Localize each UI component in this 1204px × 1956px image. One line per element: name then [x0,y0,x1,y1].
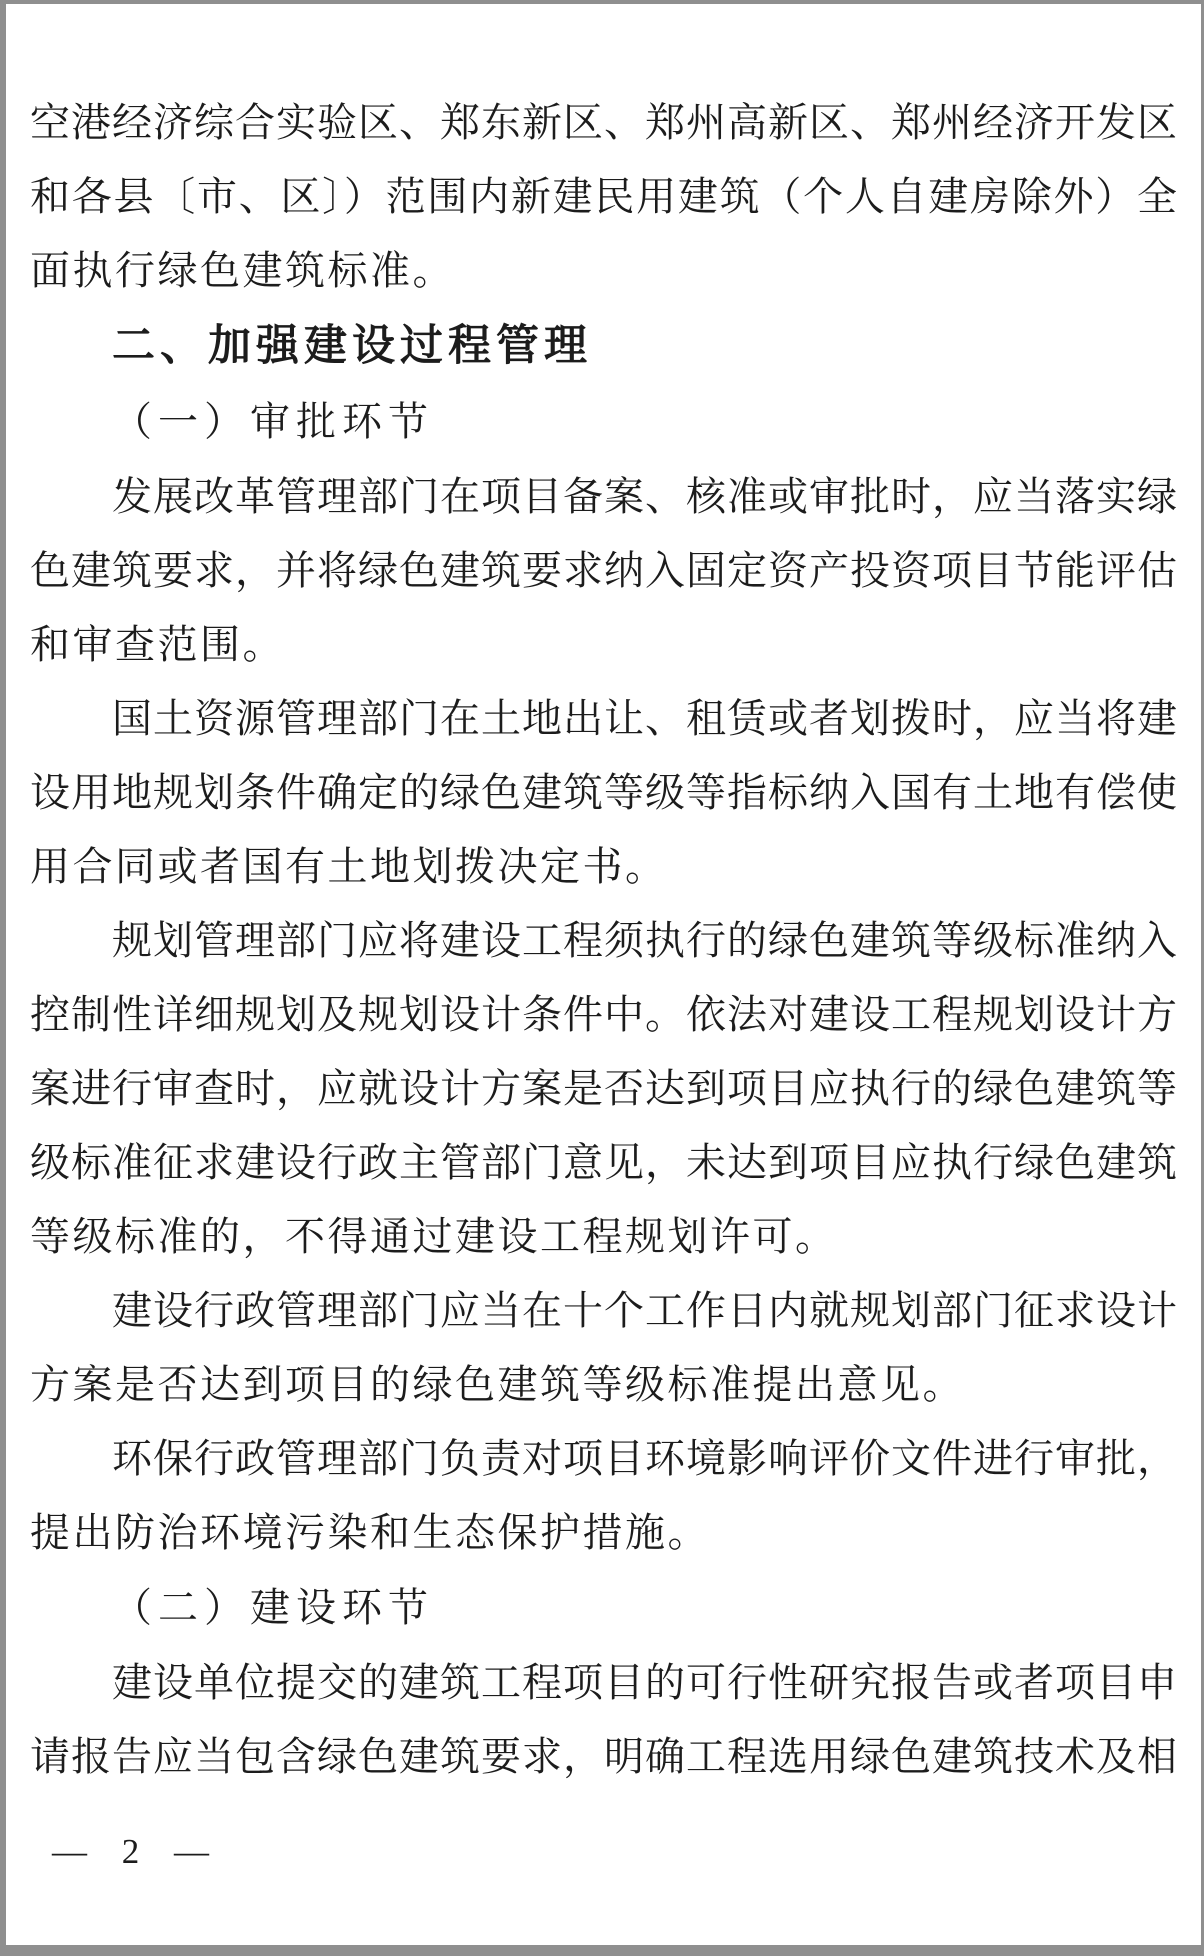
subsection-heading: （一）审批环节 [112,399,434,444]
page-edge-left [0,0,6,1956]
page-edge-top [0,0,1204,4]
text-line: 控制性详细规划及规划设计条件中。依法对建设工程规划设计方 [30,992,1177,1037]
text-line: 规划管理部门应将建设工程须执行的绿色建筑等级标准纳入 [112,918,1177,963]
text-line: 和各县〔市、区〕）范围内新建民用建筑（个人自建房除外）全 [30,174,1177,219]
text-line: 建设单位提交的建筑工程项目的可行性研究报告或者项目申 [112,1660,1177,1705]
page-number [52,1832,213,1872]
text-line: 建设行政管理部门应当在十个工作日内就规划部门征求设计 [112,1288,1177,1333]
text-line: 发展改革管理部门在项目备案、核准或审批时，应当落实绿 [112,474,1177,519]
text-line: 等级标准的，不得通过建设工程规划许可。 [30,1214,838,1259]
page-edge-bottom [0,1945,1204,1956]
text-line: 方案是否达到项目的绿色建筑等级标准提出意见。 [30,1362,965,1407]
subsection-heading: （二）建设环节 [112,1585,434,1630]
document-body [30,86,1177,1794]
text-line: 色建筑要求，并将绿色建筑要求纳入固定资产投资项目节能评估 [30,548,1177,593]
text-line: 设用地规划条件确定的绿色建筑等级等指标纳入国有土地有偿使 [30,770,1177,815]
text-line: 国土资源管理部门在土地出让、租赁或者划拨时，应当将建 [112,696,1177,741]
text-line: 环保行政管理部门负责对项目环境影响评价文件进行审批， [112,1436,1177,1481]
text-line: 请报告应当包含绿色建筑要求，明确工程选用绿色建筑技术及相 [30,1734,1177,1779]
text-line: 和审查范围。 [30,622,285,667]
text-line: 提出防治环境污染和生态保护措施。 [30,1510,710,1555]
text-line: 用合同或者国有土地划拨决定书。 [30,844,668,889]
text-line: 级标准征求建设行政主管部门意见，未达到项目应执行绿色建筑 [30,1140,1177,1185]
text-line: 面执行绿色建筑标准。 [30,248,455,293]
text-line: 空港经济综合实验区、郑东新区、郑州高新区、郑州经济开发区 [30,100,1177,145]
section-heading: 二、加强建设过程管理 [112,322,592,370]
text-line: 案进行审查时，应就设计方案是否达到项目应执行的绿色建筑等 [30,1066,1177,1111]
page-number-label: — 2 — [52,1832,213,1871]
